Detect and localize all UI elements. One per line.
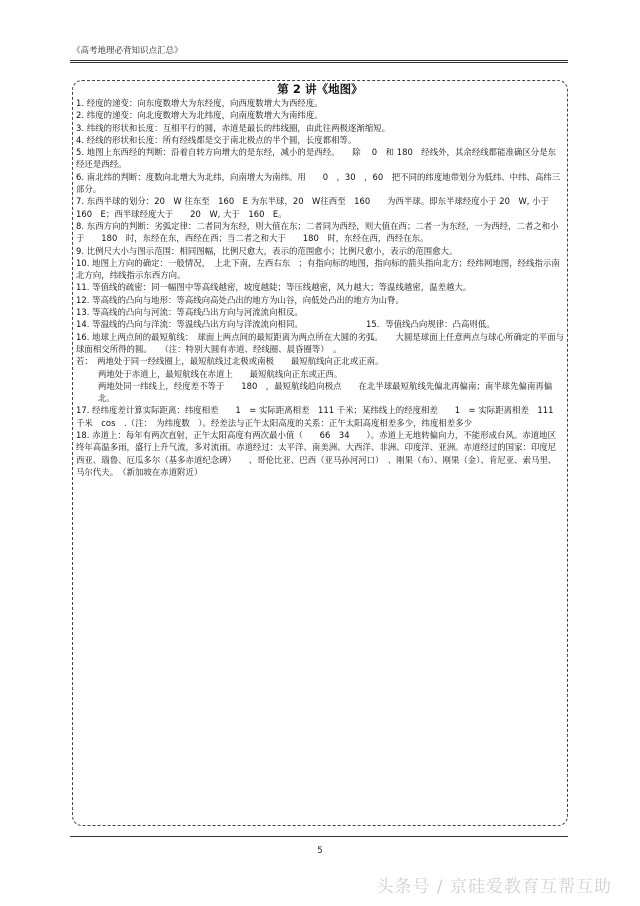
paragraph-12: 12. 等高线的凸向与地形：等高线向高处凸出的地方为山谷，向低处凸出的地方为山脊。	[76, 294, 404, 305]
paragraph-16-case-b: 两地处于赤道上，最短航线在赤道上 最短航线向正东或正西。	[98, 368, 343, 379]
footer-rule	[70, 836, 568, 837]
page-number: 5	[317, 846, 323, 856]
paragraph-18: 18. 赤道上：每年有两次直射，正午太阳高度有两次最小值（ 66 34 ）。赤道上无地转偏向力，不能形成台风。赤道地区终年高温多雨，盛行上升气流，多对流雨。赤道经过：太平洋、南美洲、大西洋、非洲、印度洋、亚洲。赤道经过的国家：印度尼西亚、瑙鲁、厄瓜多尔（基多赤道纪念碑） 、哥伦比亚、巴西（亚马孙河河口） 、刚果（布）、刚果（金）、肯尼亚、索马里、马尔代夫。 （新加坡在赤道附近）	[76, 430, 557, 477]
paragraph-13: 13. 等高线的凸向与河流：等高线凸出方向与河流流向相反。	[76, 307, 303, 318]
section-title: 第 2 讲《地图》	[277, 82, 363, 96]
paragraph-16-case-a: 若： 两地处于同一经线圈上，最短航线过北极或南极 最短航线向正北或正南。	[76, 356, 384, 367]
paragraph-7: 7. 东西半球的划分：20 W 往东至 160 E 为东半球，20 W往西至 160 为西半球。即东半球经度小于 20 W, 小于 160 E；西半球经度大于 20 W, 大于 160 E。	[76, 196, 558, 219]
paragraph-3: 3. 纬线的形状和长度：互相平行的圆，赤道是最长的纬线圈，由此往两极逐渐缩短。	[76, 122, 391, 133]
paragraph-8: 8. 东西方向的判断：劣弧定律：二者同为东经，则大值在东；二者同为西经，则大值在西；二者一为东经，一为西经，二者之和小于 180 时，东经在东，西经在西；当二者之和大于 180 时，东经在西，西经在东。	[76, 220, 559, 244]
header-rule	[70, 60, 568, 61]
paragraph-5: 5. 地图上东西经的判断：沿着自转方向增大的是东经，减小的是西经。 除 0 和 180 经线外，其余经线都能准确区分是东经还是西经。	[76, 147, 557, 170]
paragraph-2: 2. 纬度的递变：向北度数增大为北纬度，向南度数增大为南纬度。	[76, 110, 323, 121]
paragraph-17: 17. 经纬度差计算实际距离：纬度相差 1 = 实际距离相差 111 千米；某纬线上的经度相差 1 = 实际距离相差 111 千米 cos .（注： 为纬度数 ）。经差法与正午太阳高度的关系：正午太阳高度相差多少，纬度相差多少	[76, 405, 554, 428]
paragraph-4: 4. 经线的形状和长度：所有经线都是交于南北极点的半个圆，长度都相等。	[76, 134, 357, 145]
paragraph-11: 11. 等值线的疏密：同一幅图中等高线越密，坡度越陡；等压线越密，风力越大；等温线越密，温差越大。	[76, 282, 472, 293]
paragraph-16-case-c: 两地处同一纬线上，经度差不等于 180 ，最短航线趋向极点 在北半球最短航线先偏北再偏南；南半球先偏南再偏北。	[98, 380, 553, 404]
paragraph-1: 1. 经度的递变：向东度数增大为东经度，向西度数增大为西经度。	[76, 98, 323, 108]
paragraph-14: 14. 等温线的凸向与洋流：等温线凸出方向与洋流流向相同。 15．等值线凸向规律：凸高则低。	[76, 319, 495, 330]
content-area	[76, 82, 564, 478]
paragraph-6: 6. 南北纬的判断：度数向北增大为北纬，向南增大为南纬。用 0 ，30 ，60 把不同的纬度地带划分为低纬、中纬、高纬三部分。	[76, 171, 561, 195]
paragraph-16: 16. 地球上两点间的最短航线： 球面上两点间的最短距离为两点所在大圆的劣弧。 大圆是球面上任意两点与球心所确定的平面与球面相交所得的圆。 （注：特别大圆有赤道、经线圈、晨昏圈等） 。	[76, 331, 565, 354]
watermark: 头条号 / 京硅爱教育互帮互助	[376, 877, 612, 897]
paragraph-10: 10. 地图上方向的确定：一般情况， 上北下南，左西右东 ；有指向标的地图，指向标的箭头指向北方；经纬网地图，经线指示南北方向，纬线指示东西方向。	[76, 257, 560, 281]
header-rule-secondary	[70, 62, 568, 63]
paragraph-9: 9. 比例尺大小与图示范围：相同图幅，比例尺愈大，表示的范围愈小；比例尺愈小，表示的范围愈大。	[76, 245, 458, 256]
page-header-title: 《高考地理必背知识点汇总》	[72, 46, 183, 56]
